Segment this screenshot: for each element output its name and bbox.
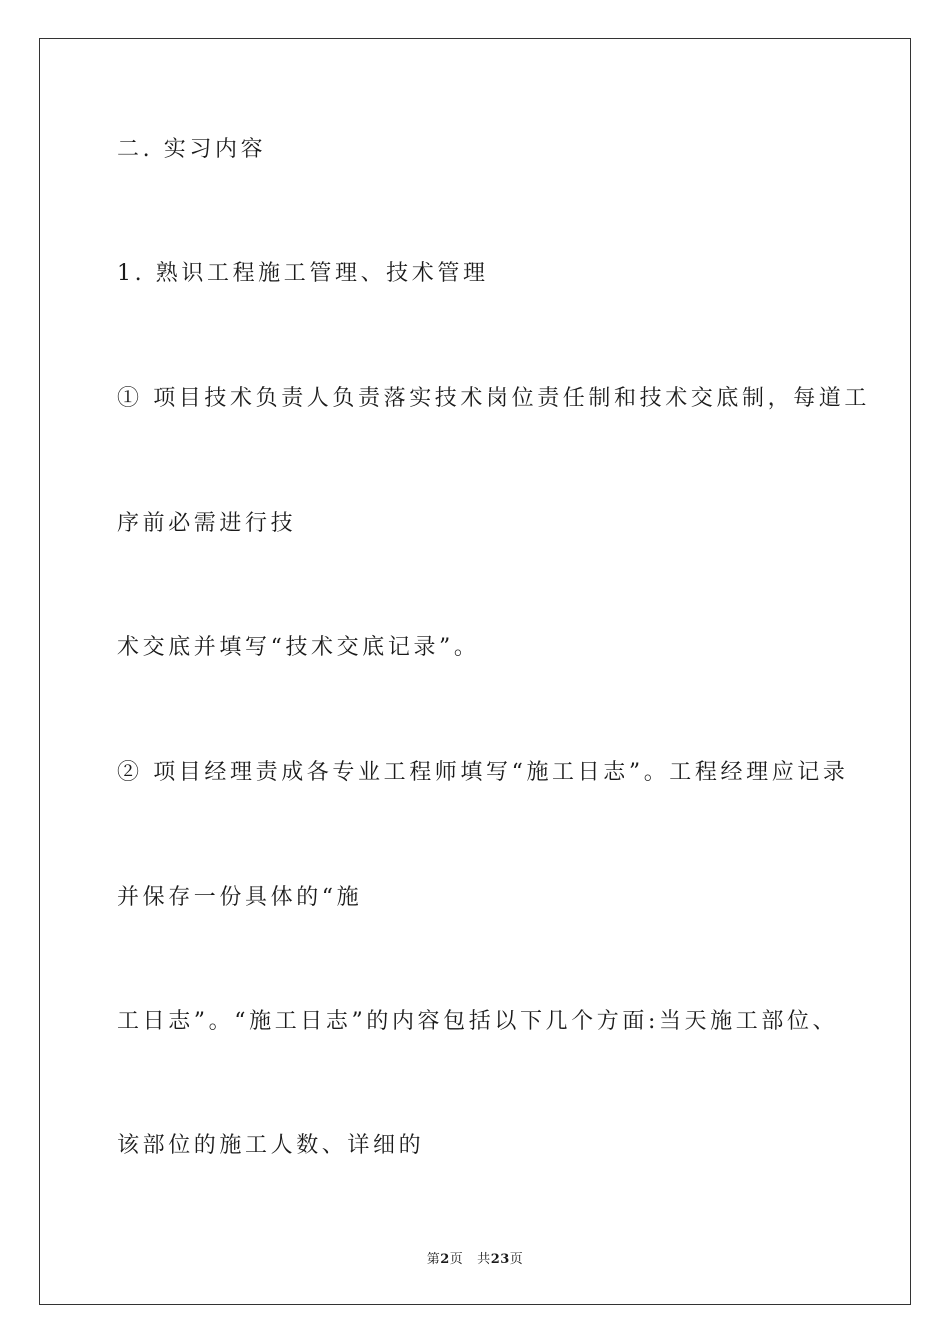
paragraph-line: 序前必需进行技 [117,511,297,536]
paragraph-line: ② 项目经理责成各专业工程师填写“施工日志”。工程经理应记录 [117,760,849,785]
paragraph-line: 术交底并填写“技术交底记录”。 [117,635,480,660]
page-prefix: 第 [426,1252,441,1267]
paragraph-line: 该部位的施工人数、详细的 [117,1133,425,1158]
page-number: 2 [440,1252,450,1267]
page-border [39,38,911,1305]
paragraph-line: 并保存一份具体的“施 [117,885,363,910]
paragraph-line: 工日志”。“施工日志”的内容包括以下几个方面:当天施工部位、 [117,1009,839,1034]
total-suffix: 页 [509,1252,524,1267]
page-footer [0,1248,950,1267]
total-prefix: 共 [477,1252,491,1267]
total-pages: 23 [490,1252,510,1267]
subsection-heading: 1. 熟识工程施工管理、技术管理 [117,261,489,286]
paragraph-line: ① 项目技术负责人负责落实技术岗位责任制和技术交底制，每道工 [117,386,870,411]
section-heading: 二. 实习内容 [117,137,267,162]
page-suffix: 页 [449,1252,464,1267]
